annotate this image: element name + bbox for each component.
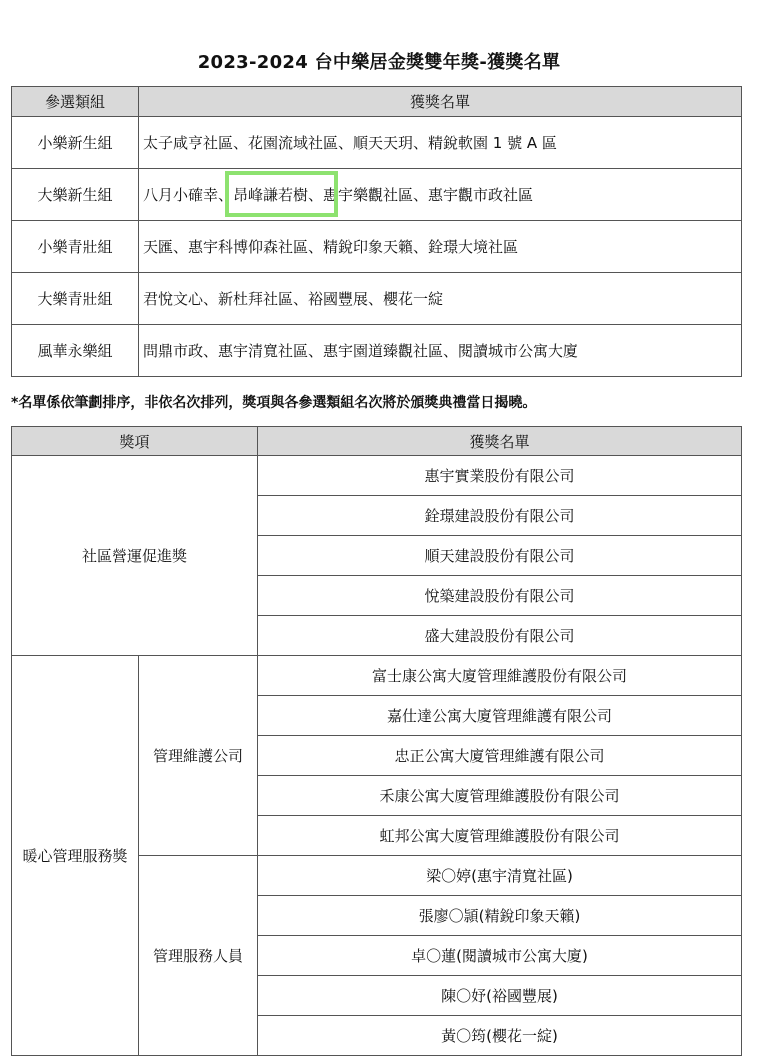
column-header-winners: 獲獎名單 [258,427,742,456]
category-cell: 風華永樂組 [12,325,139,377]
table-row [12,273,742,325]
category-cell: 大樂新生組 [12,169,139,221]
award-name-cell: 暖心管理服務獎 [12,656,139,1056]
column-header-award: 獎項 [12,427,258,456]
table-row [12,456,742,496]
winner-cell: 黃〇筠(櫻花一綻) [258,1016,742,1056]
winner-cell: 盛大建設股份有限公司 [258,616,742,656]
column-header-winners: 獲獎名單 [139,87,742,117]
winners-cell: 君悅文心、新杜拜社區、裕國豐展、櫻花一綻 [139,273,742,325]
winner-cell: 惠宇實業股份有限公司 [258,456,742,496]
winner-cell: 銓璟建設股份有限公司 [258,496,742,536]
table-row [12,117,742,169]
winner-cell: 虹邦公寓大廈管理維護股份有限公司 [258,816,742,856]
table-header-row [12,427,742,456]
winners-cell: 八月小確幸、昂峰謙若樹、惠宇樂觀社區、惠宇觀市政社區 [139,169,742,221]
subcategory-cell: 管理服務人員 [139,856,258,1056]
winner-cell: 張廖〇頴(精銳印象天籟) [258,896,742,936]
special-awards-table [11,426,742,1056]
winner-cell: 嘉仕達公寓大廈管理維護有限公司 [258,696,742,736]
table-header-row [12,87,742,117]
winner-cell: 禾康公寓大廈管理維護股份有限公司 [258,776,742,816]
winner-cell: 順天建設股份有限公司 [258,536,742,576]
table-row [12,221,742,273]
table-row [12,656,742,696]
category-cell: 小樂青壯組 [12,221,139,273]
footnote: *名單係依筆劃排序，非依名次排列，獎項與各參選類組名次將於頒獎典禮當日揭曉。 [11,395,537,411]
table-row [12,325,742,377]
category-cell: 小樂新生組 [12,117,139,169]
page-title: 2023-2024 台中樂居金獎雙年獎-獲獎名單 [197,52,561,73]
column-header-category: 參選類組 [12,87,139,117]
subcategory-cell: 管理維護公司 [139,656,258,856]
winner-cell: 卓〇蓮(閱讀城市公寓大廈) [258,936,742,976]
winners-cell: 天匯、惠宇科博仰森社區、精銳印象天籟、銓璟大境社區 [139,221,742,273]
winner-cell: 陳〇妤(裕國豐展) [258,976,742,1016]
winners-cell: 太子咸亨社區、花園流域社區、順天天玥、精銳軟園 1 號 A 區 [139,117,742,169]
winners-cell: 問鼎市政、惠宇清寬社區、惠宇園道臻觀社區、閱讀城市公寓大廈 [139,325,742,377]
category-awards-table [11,86,742,377]
winner-cell: 梁〇婷(惠宇清寬社區) [258,856,742,896]
winner-cell: 忠正公寓大廈管理維護有限公司 [258,736,742,776]
winner-cell: 悅築建設股份有限公司 [258,576,742,616]
award-name-cell: 社區營運促進獎 [12,456,258,656]
winner-cell: 富士康公寓大廈管理維護股份有限公司 [258,656,742,696]
category-cell: 大樂青壯組 [12,273,139,325]
table-row [12,169,742,221]
